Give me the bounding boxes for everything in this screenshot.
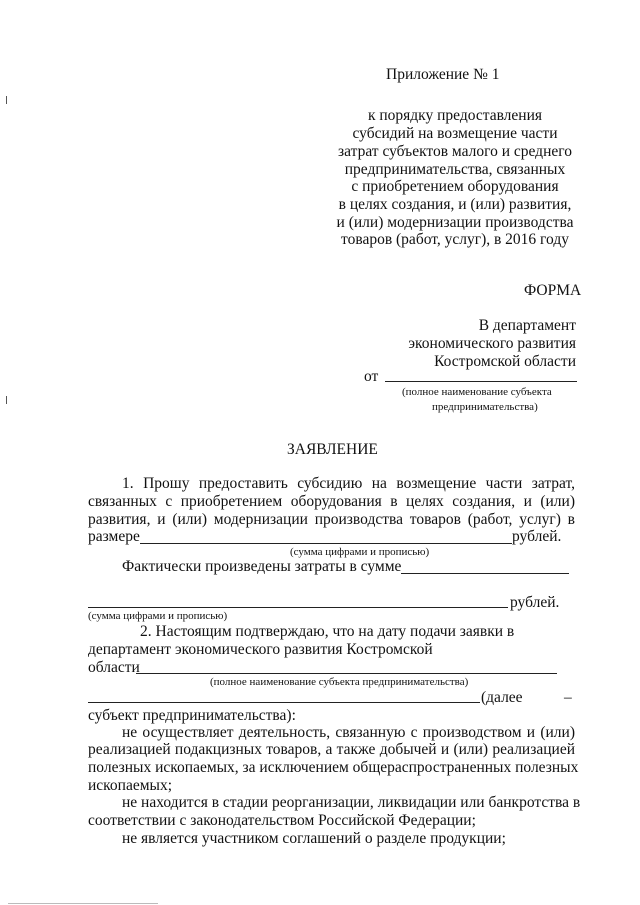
further-dash: –	[564, 689, 572, 706]
annex-line: в целях создания, и (или) развития,	[338, 196, 572, 213]
actual-costs-label: Фактически произведены затраты в сумме	[122, 558, 402, 575]
size-label: размере	[88, 528, 140, 545]
region-field-line[interactable]	[136, 673, 557, 674]
p2-line: 2. Настоящим подтверждаю, что на дату подачи заявки в	[140, 623, 515, 640]
p2-line: субъект предпринимательства):	[88, 707, 296, 724]
from-hint: (полное наименование субъекта	[402, 386, 552, 398]
rubles-label: рублей.	[512, 528, 562, 545]
subject-name-field-line[interactable]	[88, 702, 480, 703]
condition-line: ископаемых;	[88, 777, 173, 794]
scan-edge-line	[8, 903, 158, 904]
condition-line: соответствии с законодательством Российской Федерации;	[88, 812, 476, 829]
annex-line: с приобретением оборудования	[351, 178, 559, 195]
condition-line: не является участником соглашений о разделе продукции;	[122, 830, 506, 847]
addressee-line: Костромской области	[434, 353, 576, 370]
scan-mark	[6, 96, 7, 104]
annex-line: затрат субъектов малого и среднего	[338, 143, 572, 160]
addressee-line: экономического развития	[408, 335, 576, 352]
annex-line: товаров (работ, услуг), в 2016 году	[341, 231, 569, 248]
annex-title: Приложение № 1	[386, 66, 500, 83]
further-label: (далее	[481, 689, 523, 706]
p1-line: развития, и (или) модернизации производства товаров (работ, услуг) в	[88, 511, 575, 528]
scan-mark	[6, 396, 7, 404]
form-label: ФОРМА	[524, 282, 582, 299]
condition-line: полезных ископаемых, за исключением общераспространенных полезных	[88, 759, 579, 776]
p1-line: 1. Прошу предоставить субсидию на возмещение части затрат,	[122, 475, 575, 492]
amount-hint: (сумма цифрами и прописью)	[290, 546, 430, 558]
annex-line: предпринимательства, связанных	[344, 161, 566, 178]
from-field-line[interactable]	[385, 381, 577, 382]
from-label: от	[364, 368, 379, 385]
p2-line: области	[88, 659, 140, 676]
annex-line: к порядку предоставления	[367, 107, 543, 124]
condition-line: не осуществляет деятельность, связанную с производством и (или)	[122, 724, 575, 741]
actual-costs-field-line[interactable]	[401, 573, 569, 574]
condition-line: не находится в стадии реорганизации, ликвидации или банкротства в	[122, 794, 581, 811]
amount-field-line[interactable]	[140, 543, 512, 544]
addressee-line: В департамент	[478, 317, 576, 334]
actual-costs-field-line-2[interactable]	[88, 607, 508, 608]
subject-name-hint: (полное наименование субъекта предпринимательства)	[210, 676, 469, 688]
actual-rubles-label: рублей.	[510, 594, 560, 611]
from-hint: предпринимательства)	[432, 401, 538, 413]
p2-line: департамент экономического развития Костромской	[88, 641, 433, 658]
condition-line: реализацией подакцизных товаров, а также добычей и (или) реализацией	[88, 741, 575, 758]
document-title: ЗАЯВЛЕНИЕ	[287, 441, 378, 458]
actual-costs-hint: (сумма цифрами и прописью)	[88, 610, 228, 622]
p1-line: связанных с приобретением оборудования в целях создания, и (или)	[88, 493, 575, 510]
annex-line: и (или) модернизации производства	[336, 214, 574, 231]
annex-line: субсидий на возмещение части	[352, 125, 558, 142]
